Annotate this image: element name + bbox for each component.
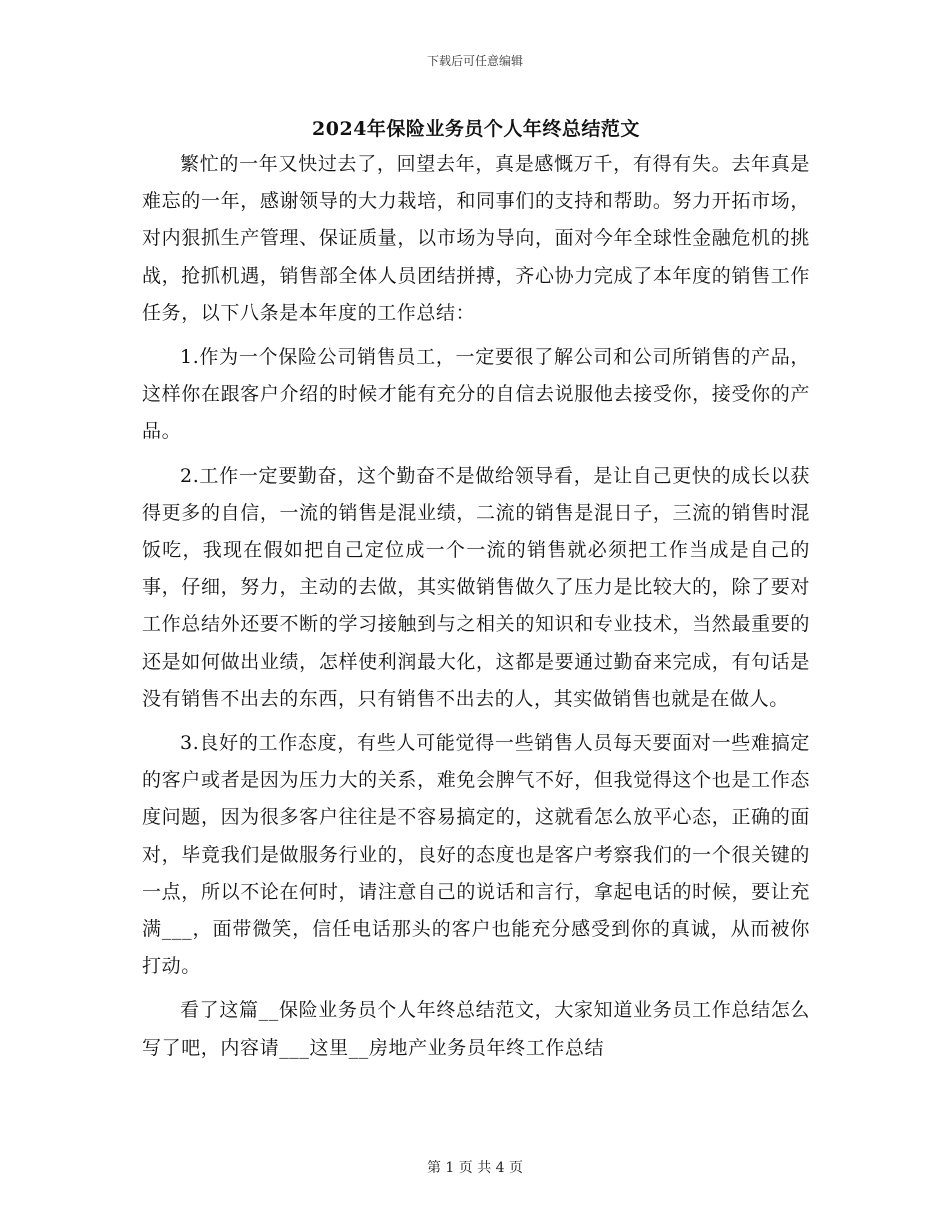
paragraph-intro: 繁忙的一年又快过去了，回望去年，真是感慨万千，有得有失。去年真是难忘的一年，感谢领导的大力栽培，和同事们的支持和帮助。努力开拓市场，对内狠抓生产管理、保证质量，以市场为导向，面对今年全球性金融危机的挑战，抢抓机遇，销售部全体人员团结拼搏，齐心协力完成了本年度的销售工作任务，以下八条是本年度的工作总结： xyxy=(142,153,810,324)
document-title: 2024年保险业务员个人年终总结范文 xyxy=(312,118,640,140)
paragraph-point-2: 2.工作一定要勤奋，这个勤奋不是做给领导看，是让自己更快的成长以获得更多的自信，一流的销售是混业绩，二流的销售是混日子，三流的销售时混饭吃，我现在假如把自己定位成一个一流的销售就必须把工作当成是自己的事，仔细，努力，主动的去做，其实做销售做久了压力是比较大的，除了要对工作总结外还要不断的学习接触到与之相关的知识和专业技术，当然最重要的还是如何做出业绩，怎样使利润最大化，这都是要通过勤奋来完成，有句话是没有销售不出去的东西，只有销售不出去的人，其实做销售也就是在做人。 xyxy=(142,464,810,710)
paragraph-closing: 看了这篇__保险业务员个人年终总结范文，大家知道业务员工作总结怎么写了吧，内容请___这里__房地产业务员年终工作总结 xyxy=(142,999,810,1059)
document-body xyxy=(142,114,810,1074)
paragraph-point-1: 1.作为一个保险公司销售员工，一定要很了解公司和公司所销售的产品，这样你在跟客户介绍的时候才能有充分的自信去说服他去接受你，接受你的产品。 xyxy=(142,346,810,443)
paragraph-point-3: 3.良好的工作态度，有些人可能觉得一些销售人员每天要面对一些难搞定的客户或者是因为压力大的关系，难免会脾气不好，但我觉得这个也是工作态度问题，因为很多客户往往是不容易搞定的，这就看怎么放平心态，正确的面对，毕竟我们是做服务行业的，良好的态度也是客户考察我们的一个很关键的一点，所以不论在何时，请注意自己的说话和言行，拿起电话的时候，要让充满___，面带微笑，信任电话那头的客户也能充分感受到你的真诚，从而被你打动。 xyxy=(142,732,810,978)
page-number: 第 1 页 共 4 页 xyxy=(426,1160,524,1176)
page-header-note: 下载后可任意编辑 xyxy=(426,54,523,68)
